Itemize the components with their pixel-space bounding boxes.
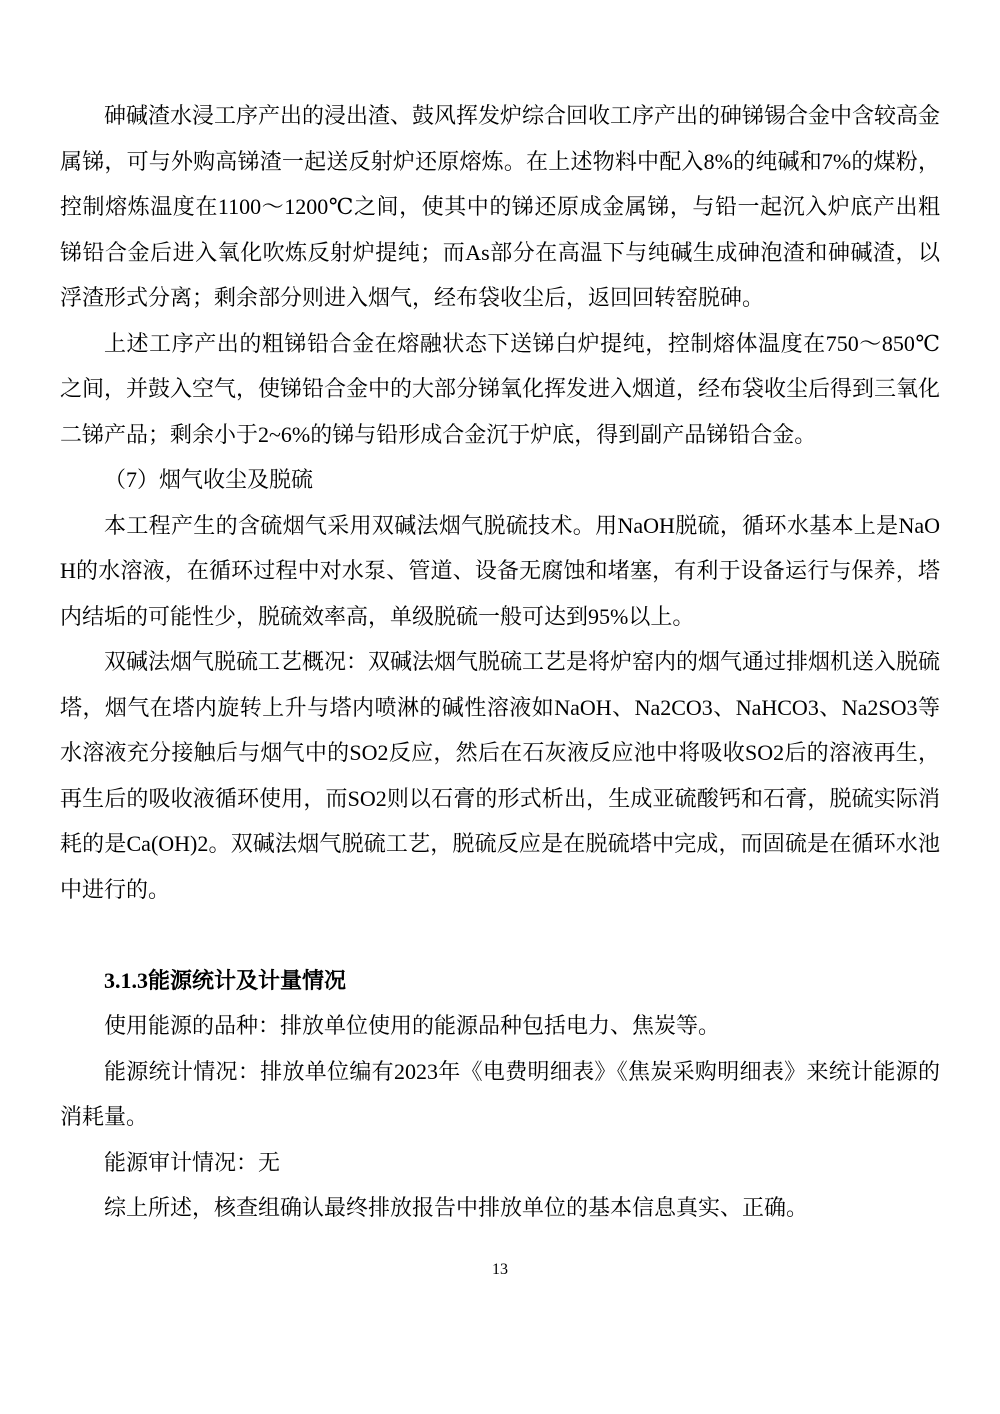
- paragraph-conclusion: 综上所述，核查组确认最终排放报告中排放单位的基本信息真实、正确。: [104, 1195, 809, 1220]
- paragraph-energy-statistics-status: 能源统计情况：排放单位编有2023年《电费明细表》《焦炭采购明细表》来统计能源的消耗量。: [60, 1058, 940, 1129]
- paragraph-double-alkali-process-overview: 双碱法烟气脱硫工艺概况：双碱法烟气脱硫工艺是将炉窑内的烟气通过排烟机送入脱硫塔，烟气在塔内旋转上升与塔内喷淋的碱性溶液如NaOH、Na2CO3、NaHCO3、Na2SO3等水溶液充分接触后与烟气中的SO2反应，然后在石灰液反应池中将吸收SO2后的溶液再生，再生后的吸收液循环使用，而SO2则以石膏的形式析出，生成亚硫酸钙和石膏，脱硫实际消耗的是Ca(OH)2。双碱法烟气脱硫工艺，脱硫反应是在脱硫塔中完成，而固硫是在循环水池中进行的。: [60, 649, 941, 902]
- paragraph-energy-types: 使用能源的品种：排放单位使用的能源品种包括电力、焦炭等。: [104, 1013, 721, 1038]
- paragraph-naoh-desulfurization: 本工程产生的含硫烟气采用双碱法烟气脱硫技术。用NaOH脱硫，循环水基本上是NaOH的水溶液，在循环过程中对水泵、管道、设备无腐蚀和堵塞，有利于设备运行与保养，塔内结垢的可能性少，脱硫效率高，单级脱硫一般可达到95%以上。: [60, 512, 940, 629]
- paragraph-antimony-lead-alloy-refining: 上述工序产出的粗锑铅合金在熔融状态下送锑白炉提纯，控制熔体温度在750～850℃之间，并鼓入空气，使锑铅合金中的大部分锑氧化挥发进入烟道，经布袋收尘后得到三氧化二锑产品；剩余小于2~6%的锑与铅形成合金沉于炉底，得到副产品锑铅合金。: [60, 330, 941, 447]
- paragraph-energy-audit-status: 能源审计情况：无: [104, 1149, 281, 1175]
- paragraph-leaching-residue-smelting: 砷碱渣水浸工序产出的浸出渣、鼓风挥发炉综合回收工序产出的砷锑锡合金中含较高金属锑，可与外购高锑渣一起送反射炉还原熔炼。在上述物料中配入8%的纯碱和7%的煤粉，控制熔炼温度在1100～1200℃之间，使其中的锑还原成金属锑，与铅一起沉入炉底产出粗锑铅合金后进入氧化吹炼反射炉提纯；而As部分在高温下与纯碱生成砷泡渣和砷碱渣，以浮渣形式分离；剩余部分则进入烟气，经布袋收尘后，返回回转窑脱砷。: [60, 103, 941, 310]
- subheading-flue-gas-dust-desulfurization: （7）烟气收尘及脱硫: [104, 467, 314, 492]
- section-heading-energy-statistics: 3.1.3能源统计及计量情况: [104, 967, 347, 993]
- page-number: 13: [492, 1261, 508, 1278]
- page-content: [60, 93, 940, 1231]
